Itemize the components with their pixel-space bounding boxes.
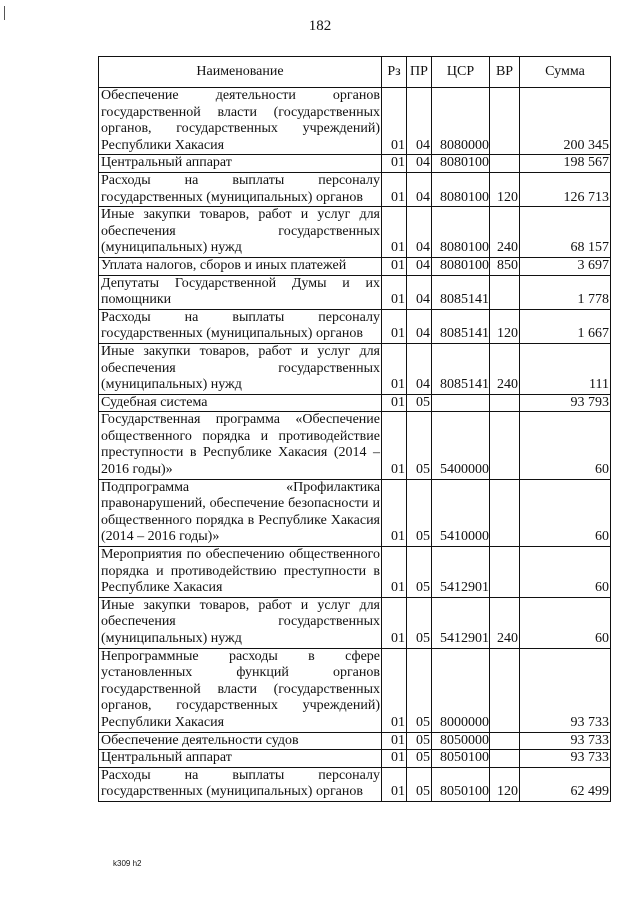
row-amount-cell: 93 793: [520, 394, 611, 412]
footer-code: k309 h2: [113, 859, 142, 868]
row-name-cell: Государственная программа «Обеспечение общественного порядка и противодействие преступности в Республике Хакасия (2014 – 2016 годы)»: [99, 412, 382, 479]
row-pr-cell: 05: [407, 394, 432, 412]
header-name: Наименование: [99, 57, 382, 88]
table-row: [99, 394, 611, 412]
table-row: [99, 750, 611, 768]
table-header-row: [99, 57, 611, 88]
row-pr-cell: 05: [407, 750, 432, 768]
row-vr-cell: [490, 750, 520, 768]
row-pr-cell: 05: [407, 547, 432, 598]
row-amount-cell: 60: [520, 597, 611, 648]
header-amount: Сумма: [520, 57, 611, 88]
page-number: 182: [308, 18, 332, 34]
row-csr-cell: 8085141: [432, 343, 490, 394]
row-name-cell: Депутаты Государственной Думы и их помощники: [99, 275, 382, 309]
row-name-cell: Расходы на выплаты персоналу государственных (муниципальных) органов: [99, 767, 382, 801]
row-name-cell: Иные закупки товаров, работ и услуг для обеспечения государственных (муниципальных) нужд: [99, 207, 382, 258]
row-rz-cell: 01: [382, 648, 407, 732]
row-pr-cell: 05: [407, 732, 432, 750]
header-pr: ПР: [407, 57, 432, 88]
row-amount-cell: 1 778: [520, 275, 611, 309]
row-csr-cell: 8080000: [432, 88, 490, 155]
table-row: [99, 172, 611, 206]
row-amount-cell: 93 733: [520, 750, 611, 768]
table-row: [99, 343, 611, 394]
row-amount-cell: 93 733: [520, 732, 611, 750]
row-vr-cell: [490, 88, 520, 155]
row-rz-cell: 01: [382, 207, 407, 258]
row-vr-cell: [490, 412, 520, 479]
row-amount-cell: 3 697: [520, 257, 611, 275]
row-amount-cell: 60: [520, 547, 611, 598]
row-vr-cell: [490, 479, 520, 546]
row-vr-cell: [490, 275, 520, 309]
row-pr-cell: 04: [407, 343, 432, 394]
row-csr-cell: 5410000: [432, 479, 490, 546]
table-row: [99, 257, 611, 275]
row-csr-cell: 8080100: [432, 207, 490, 258]
row-vr-cell: 120: [490, 172, 520, 206]
row-pr-cell: 04: [407, 257, 432, 275]
table-row: [99, 412, 611, 479]
row-rz-cell: 01: [382, 732, 407, 750]
row-name-cell: Непрограммные расходы в сфере установленных функций органов государственной власти (государственных органов, государственных учреждений) Республики Хакасия: [99, 648, 382, 732]
row-pr-cell: 04: [407, 155, 432, 173]
row-rz-cell: 01: [382, 547, 407, 598]
row-amount-cell: 126 713: [520, 172, 611, 206]
header-vr: ВР: [490, 57, 520, 88]
row-rz-cell: 01: [382, 750, 407, 768]
row-csr-cell: 8050100: [432, 767, 490, 801]
row-name-cell: Судебная система: [99, 394, 382, 412]
row-rz-cell: 01: [382, 597, 407, 648]
row-csr-cell: 8080100: [432, 172, 490, 206]
row-pr-cell: 05: [407, 648, 432, 732]
row-csr-cell: [432, 394, 490, 412]
row-vr-cell: [490, 394, 520, 412]
row-amount-cell: 111: [520, 343, 611, 394]
row-name-cell: Иные закупки товаров, работ и услуг для обеспечения государственных (муниципальных) нужд: [99, 343, 382, 394]
row-rz-cell: 01: [382, 155, 407, 173]
row-name-cell: Обеспечение деятельности судов: [99, 732, 382, 750]
row-csr-cell: 8085141: [432, 275, 490, 309]
row-name-cell: Центральный аппарат: [99, 155, 382, 173]
row-rz-cell: 01: [382, 479, 407, 546]
table-row: [99, 155, 611, 173]
row-name-cell: Обеспечение деятельности органов государственной власти (государственных органов, государственных учреждений) Республики Хакасия: [99, 88, 382, 155]
table-row: [99, 597, 611, 648]
row-csr-cell: 5400000: [432, 412, 490, 479]
row-rz-cell: 01: [382, 88, 407, 155]
row-pr-cell: 04: [407, 88, 432, 155]
header-csr: ЦСР: [432, 57, 490, 88]
row-pr-cell: 04: [407, 172, 432, 206]
row-csr-cell: 8080100: [432, 155, 490, 173]
row-pr-cell: 04: [407, 275, 432, 309]
row-name-cell: Расходы на выплаты персоналу государственных (муниципальных) органов: [99, 309, 382, 343]
row-vr-cell: [490, 732, 520, 750]
row-amount-cell: 93 733: [520, 648, 611, 732]
row-vr-cell: 240: [490, 207, 520, 258]
row-amount-cell: 68 157: [520, 207, 611, 258]
table-row: [99, 88, 611, 155]
row-amount-cell: 198 567: [520, 155, 611, 173]
row-csr-cell: 8050100: [432, 750, 490, 768]
row-rz-cell: 01: [382, 309, 407, 343]
row-name-cell: Уплата налогов, сборов и иных платежей: [99, 257, 382, 275]
table-row: [99, 479, 611, 546]
row-vr-cell: 240: [490, 343, 520, 394]
row-pr-cell: 05: [407, 479, 432, 546]
row-vr-cell: 850: [490, 257, 520, 275]
row-vr-cell: 240: [490, 597, 520, 648]
row-csr-cell: 5412901: [432, 547, 490, 598]
row-rz-cell: 01: [382, 767, 407, 801]
row-amount-cell: 60: [520, 412, 611, 479]
row-rz-cell: 01: [382, 172, 407, 206]
row-amount-cell: 62 499: [520, 767, 611, 801]
row-name-cell: Подпрограмма «Профилактика правонарушений, обеспечение безопасности и общественного порядка в Республике Хакасия (2014 – 2016 годы)»: [99, 479, 382, 546]
row-rz-cell: 01: [382, 394, 407, 412]
row-pr-cell: 05: [407, 767, 432, 801]
table-row: [99, 207, 611, 258]
table-row: [99, 732, 611, 750]
row-vr-cell: [490, 547, 520, 598]
row-csr-cell: 8000000: [432, 648, 490, 732]
table-row: [99, 547, 611, 598]
row-amount-cell: 200 345: [520, 88, 611, 155]
row-csr-cell: 8050000: [432, 732, 490, 750]
row-vr-cell: 120: [490, 309, 520, 343]
row-pr-cell: 05: [407, 597, 432, 648]
row-rz-cell: 01: [382, 343, 407, 394]
table-body: [99, 88, 611, 802]
row-rz-cell: 01: [382, 275, 407, 309]
row-vr-cell: 120: [490, 767, 520, 801]
row-pr-cell: 05: [407, 412, 432, 479]
row-name-cell: Центральный аппарат: [99, 750, 382, 768]
row-csr-cell: 8085141: [432, 309, 490, 343]
row-csr-cell: 5412901: [432, 597, 490, 648]
row-name-cell: Иные закупки товаров, работ и услуг для обеспечения государственных (муниципальных) нужд: [99, 597, 382, 648]
header-rz: Рз: [382, 57, 407, 88]
table-row: [99, 275, 611, 309]
row-amount-cell: 60: [520, 479, 611, 546]
row-name-cell: Расходы на выплаты персоналу государственных (муниципальных) органов: [99, 172, 382, 206]
budget-table: [98, 56, 611, 802]
table-row: [99, 767, 611, 801]
row-name-cell: Мероприятия по обеспечению общественного порядка и противодействию преступности в Республике Хакасия: [99, 547, 382, 598]
row-pr-cell: 04: [407, 207, 432, 258]
row-pr-cell: 04: [407, 309, 432, 343]
row-amount-cell: 1 667: [520, 309, 611, 343]
row-rz-cell: 01: [382, 257, 407, 275]
row-vr-cell: [490, 648, 520, 732]
row-rz-cell: 01: [382, 412, 407, 479]
table-row: [99, 648, 611, 732]
table-row: [99, 309, 611, 343]
row-csr-cell: 8080100: [432, 257, 490, 275]
row-vr-cell: [490, 155, 520, 173]
